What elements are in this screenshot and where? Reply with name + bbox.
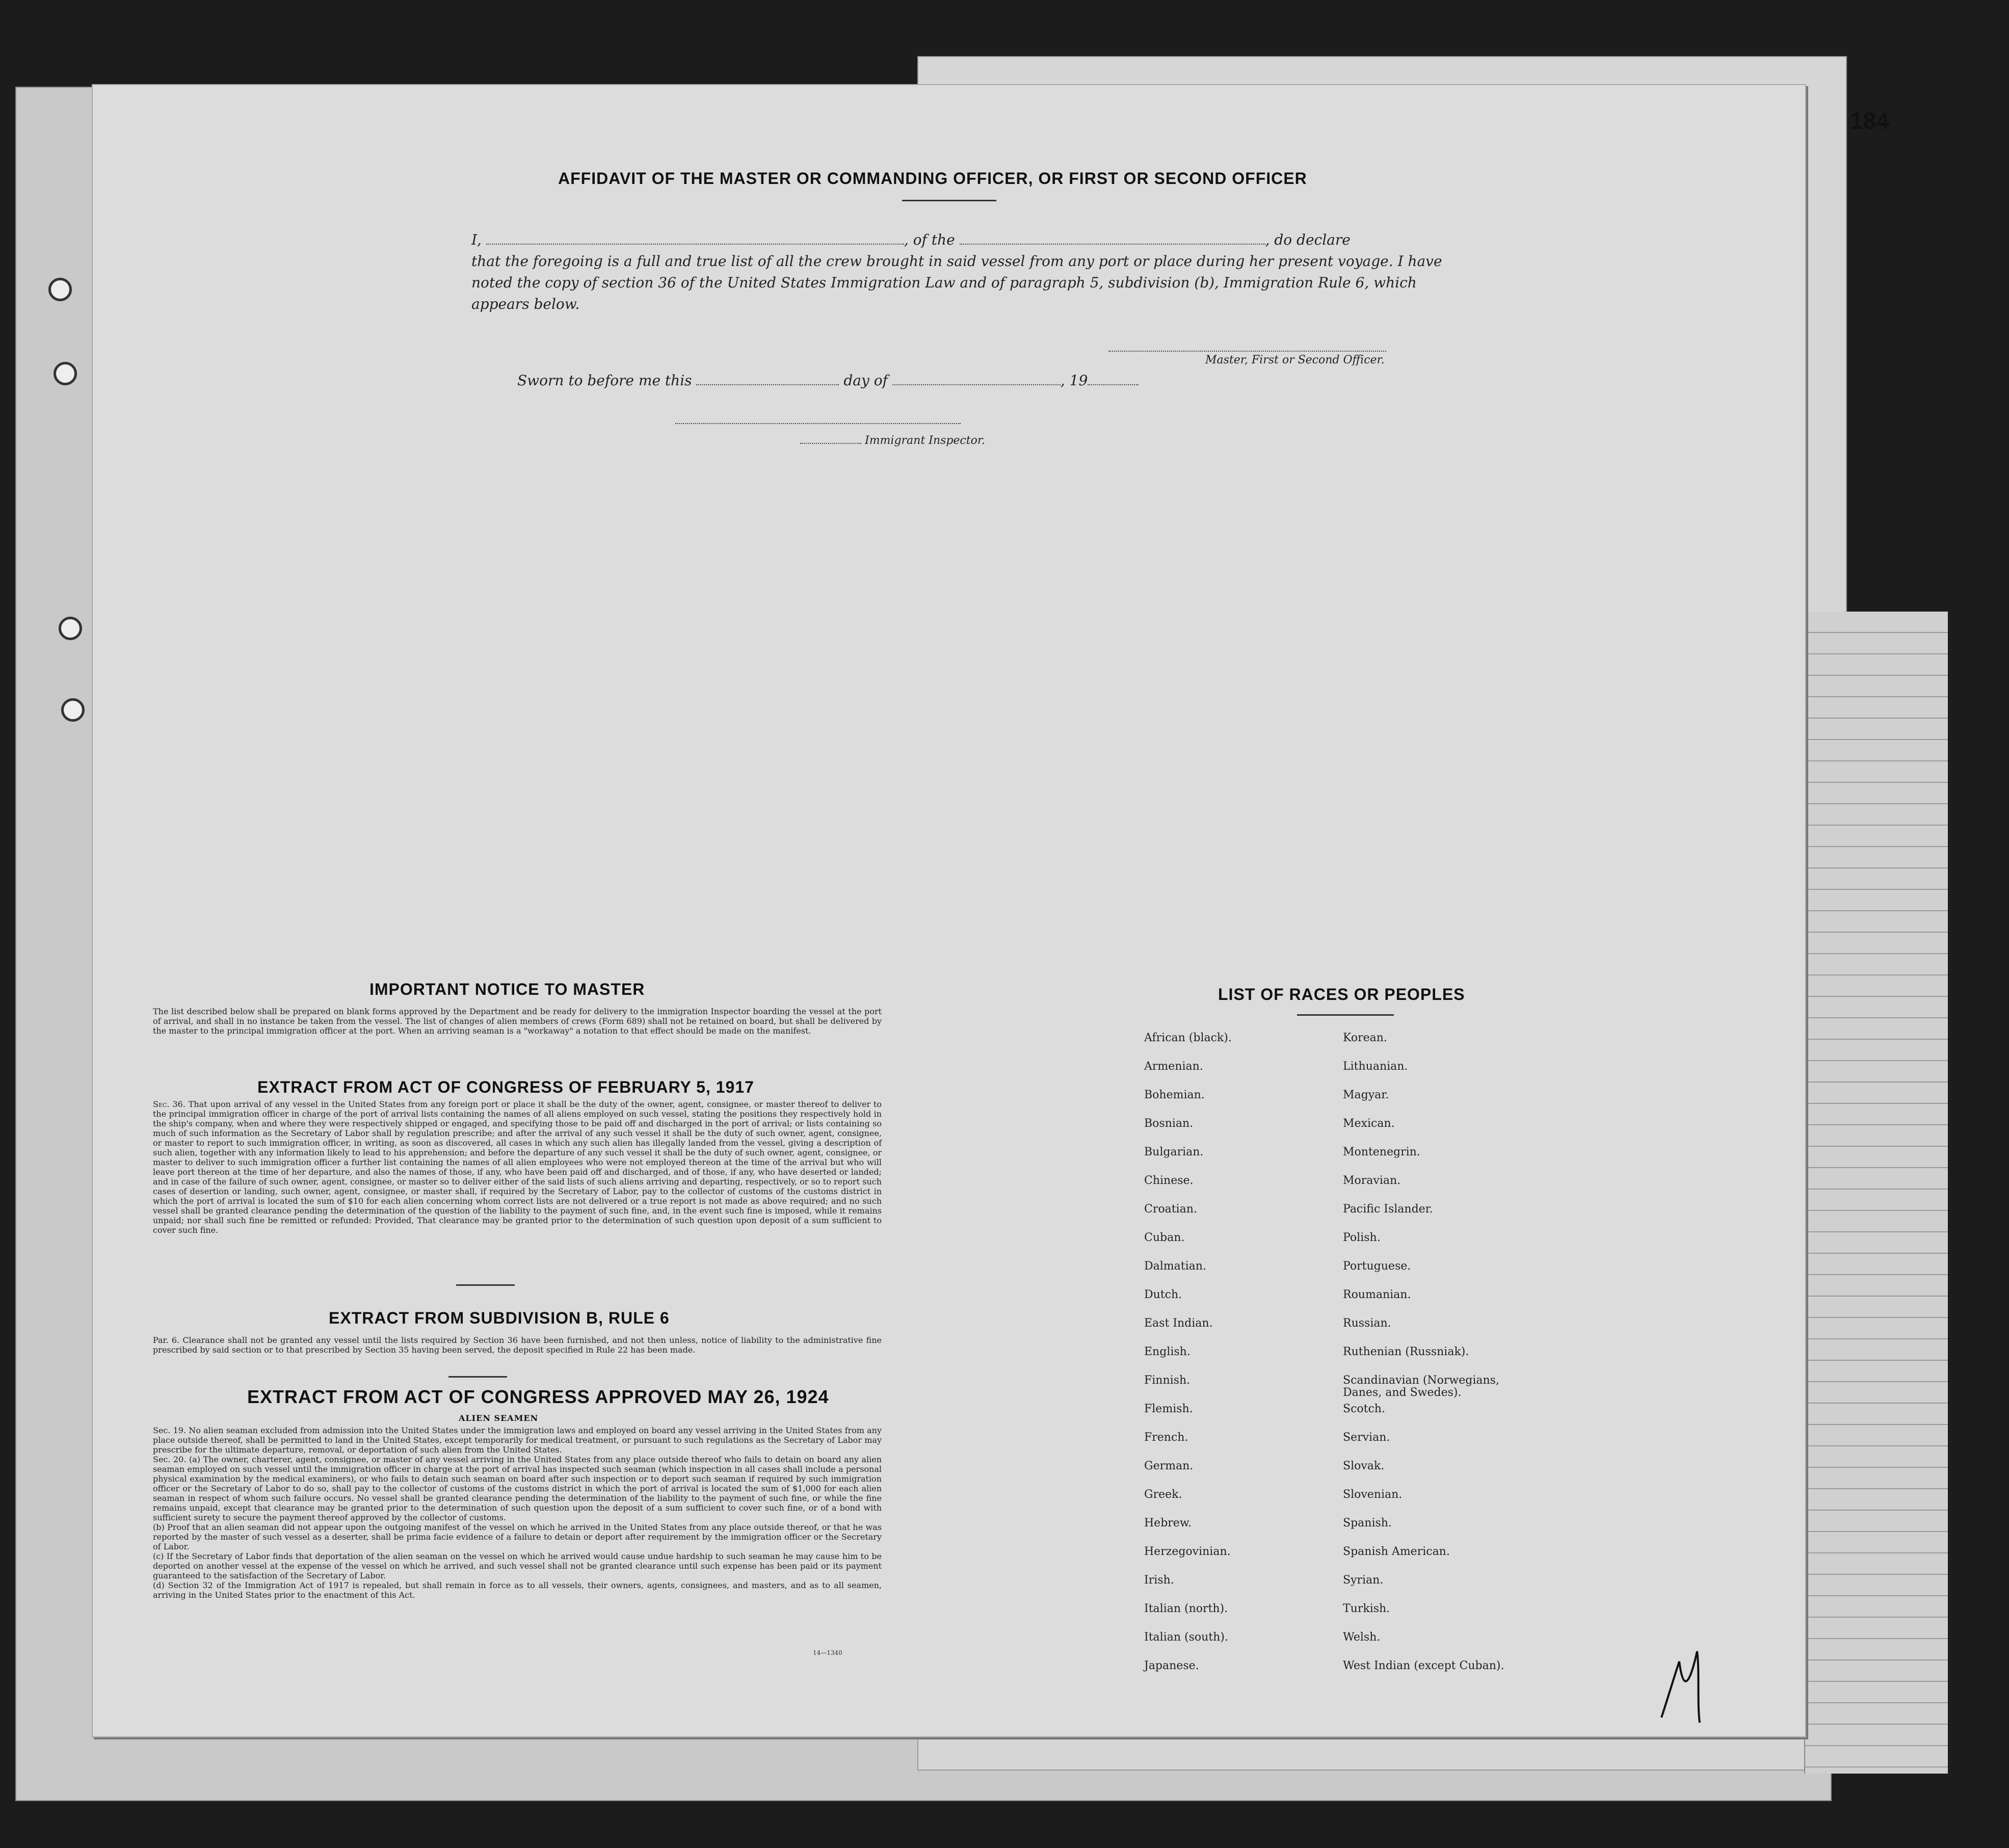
master-signature-field[interactable] <box>1108 351 1386 352</box>
race-item: Spanish. <box>1343 1517 1392 1529</box>
race-item: English. <box>1144 1345 1191 1358</box>
extract-1917-rule <box>456 1284 515 1286</box>
declarant-name-field[interactable] <box>486 230 904 245</box>
affidavit-declaration <box>471 229 1465 315</box>
race-item: Magyar. <box>1343 1089 1389 1101</box>
race-item: Roumanian. <box>1343 1288 1411 1301</box>
extract-1924-title: EXTRACT FROM ACT OF CONGRESS APPROVED MAY 26, 1924 <box>247 1386 829 1407</box>
sworn-day-field[interactable] <box>696 371 839 385</box>
sworn-prefix: Sworn to before me this <box>517 372 692 389</box>
race-item: Turkish. <box>1343 1602 1390 1615</box>
race-item: German. <box>1144 1460 1194 1472</box>
race-item: Scandinavian (Norwegians, Danes, and Swedes). <box>1343 1374 1499 1399</box>
race-item: Slovenian. <box>1343 1488 1403 1501</box>
vessel-name-field[interactable] <box>960 230 1265 245</box>
extract-1924-text: Sec. 19. No alien seaman excluded from admission into the United States under the immigration laws and employed on board any vessel arriving in the United States from any place outside thereof, shall be permitted to land in the United States, except temporarily for medical treatment, or pursuant to such regulations as the Secretary of Labor may prescribe for the ultimate departure, removal, or deportation of such alien from the United States. Sec. 20. (a) The owner, charterer, agent, consignee, or master of any vessel arriving in the United States from any place outside thereof who fails to detain on board any alien seaman employed on such vessel until the immigration officer in charge at the port of arrival has inspected such seaman (which inspection in all cases shall include a personal physical examination by the medical examiners), or who fails to detain such seaman on board after such inspection or to deport such seaman if required by such immigration officer or the Secretary of Labor to do so, shall pay to the collector of customs of the customs district in which the port of arrival is located the sum of $1,000 for each alien seaman in respect of whom such failure occurs. No vessel shall be granted clearance pending the determination of the liability to the payment of such fine, or while the fine remains unpaid, except that clearance may be granted prior to the determination of such question upon the deposit of a sum sufficient to cover such fine, or of a bond with sufficient surety to secure the payment thereof approved by the collector of customs. (b) Proof that an alien seaman did not appear upon the outgoing manifest of the vessel on which he arrived in the United States from any place outside thereof, or that he was reported by the master of such vessel as a deserter, shall be prima facie evidence of a failure to detain or deport after requirement by the immigration officer or the Secretary of Labor. (c) If the Secretary of Labor finds that deportation of the alien seaman on the vessel on which he arrived would cause undue hardship to such seaman he may cause him to be deported on another vessel at the expense of the vessel on which he arrived, and such vessel shall not be granted clearance until such expense has been paid or its payment guaranteed to the satisfaction of the Secretary of Labor. (d) Section 32 of the Immigration Act of 1917 is repealed, but shall remain in force as to all vessels, their owners, agents, consignees, and masters, and as to all seamen, arriving in the United States prior to the enactment of this Act. <box>153 1425 882 1600</box>
race-item: Greek. <box>1144 1488 1182 1501</box>
race-item: Dalmatian. <box>1144 1260 1206 1273</box>
affidavit-title-rule <box>902 200 996 201</box>
declare-label: , do declare <box>1265 231 1351 248</box>
race-item: Russian. <box>1343 1317 1391 1330</box>
race-item: Bosnian. <box>1144 1117 1194 1130</box>
affidavit-title: AFFIDAVIT OF THE MASTER OR COMMANDING OFFICER, OR FIRST OR SECOND OFFICER <box>558 169 1307 188</box>
race-item: Bulgarian. <box>1144 1146 1204 1158</box>
ruled-sheet-edge <box>1804 612 1948 1774</box>
race-item: East Indian. <box>1144 1317 1213 1330</box>
race-item: Chinese. <box>1144 1174 1194 1187</box>
binder-hole-icon <box>59 617 82 640</box>
extract-1917-text: Sec. 36. That upon arrival of any vessel in the United States from any foreign port or place it shall be the duty of the owner, agent, consignee, or master thereof to deliver to the principal immigration officer in charge of the port of arrival lists containing the names of all aliens employed on such vessel, stating the positions they respectively hold in the ship's company, when and where they were respectively shipped or engaged, and specifying those to be paid off and discharged in the port of arrival; or lists containing so much of such information as the Secretary of Labor shall by regulation prescribe; and after the arrival of any such vessel it shall be the duty of such owner, agent, consignee, or master to report to such immigration officer, in writing, as soon as discovered, all cases in which any such alien has illegally landed from the vessel, giving a description of such alien, together with any information likely to lead to his apprehension; and before the departure of any such vessel it shall be the duty of such owner, agent, consignee, or master to deliver to such immigration officer a further list containing the names of all alien employees who were not employed thereon at the time of the arrival but who will leave port thereon at the time of her departure, and also the names of those, if any, who have been paid off and discharged, and of those, if any, who have deserted or landed; and in case of the failure of such owner, agent, consignee, or master so to deliver either of the said lists of such aliens arriving and departing, respectively, or so to report such cases of desertion or landing, such owner, agent, consignee, or master shall, if required by the Secretary of Labor, pay to the collector of customs of the customs district in which the port of arrival is located the sum of $10 for each alien concerning whom correct lists are not delivered or a true report is not made as above required; and no such vessel shall be granted clearance pending the determination of the question of the liability to the payment of such fine, and, in the event such fine is imposed, while it remains unpaid; nor shall such fine be remitted or refunded: Provided, That clearance may be granted prior to the determination of such question upon deposit of a sum sufficient to cover such fine. <box>153 1099 882 1235</box>
race-item: Portuguese. <box>1343 1260 1411 1273</box>
race-item: Italian (south). <box>1144 1631 1228 1644</box>
race-item: Herzegovinian. <box>1144 1545 1231 1558</box>
sworn-year-field[interactable] <box>1088 371 1139 385</box>
binder-hole-icon <box>54 362 77 385</box>
vessel-label: , of the <box>904 231 955 248</box>
race-item: Croatian. <box>1144 1203 1197 1216</box>
race-item: Italian (north). <box>1144 1602 1228 1615</box>
inspector-caption: Immigrant Inspector. <box>800 434 985 447</box>
race-item: Syrian. <box>1343 1574 1384 1587</box>
master-signature-caption: Master, First or Second Officer. <box>1205 354 1385 366</box>
sworn-year-prefix: , 19 <box>1060 372 1088 389</box>
race-item: Irish. <box>1144 1574 1174 1587</box>
race-item: Polish. <box>1343 1231 1381 1244</box>
race-item: Flemish. <box>1144 1403 1193 1415</box>
binder-hole-icon <box>48 278 72 301</box>
races-right-column <box>1343 1032 1526 1688</box>
affidavit-body: that the foregoing is a full and true list of all the crew brought in said vessel from any port or place during her present voyage. I have noted the copy of section 36 of the United States Immigration Law and of paragraph 5, subdivision (b), Immigration Rule 6, which appears below. <box>471 253 1442 312</box>
sworn-day-of: day of <box>843 372 888 389</box>
race-item: Moravian. <box>1343 1174 1401 1187</box>
notice-title: IMPORTANT NOTICE TO MASTER <box>369 980 645 998</box>
notice-text: The list described below shall be prepared on blank forms approved by the Department and be ready for delivery to the immigration Inspector boarding the vessel at the port of arrival, and shall in no instance be taken from the vessel. The list of changes of alien members of crews (Form 689) shall not be retained on board, but shall be delivered by the master to the principal immigration officer at the port. When an arriving seaman is a "workaway" a notation to that effect should be made on the manifest. <box>153 1007 882 1036</box>
race-item: Slovak. <box>1343 1460 1385 1472</box>
race-item: Scotch. <box>1343 1403 1385 1415</box>
races-title: LIST OF RACES OR PEOPLES <box>1218 985 1465 1004</box>
race-item: Dutch. <box>1144 1288 1182 1301</box>
race-item: Finnish. <box>1144 1374 1191 1387</box>
extract-1917-title: EXTRACT FROM ACT OF CONGRESS OF FEBRUARY 5, 1917 <box>257 1078 754 1096</box>
race-item: Korean. <box>1343 1032 1387 1044</box>
races-left-column <box>1144 1032 1312 1688</box>
sworn-month-field[interactable] <box>892 371 1061 385</box>
race-item: Hebrew. <box>1144 1517 1192 1529</box>
race-item: French. <box>1144 1431 1188 1444</box>
race-item: Japanese. <box>1144 1659 1199 1672</box>
extract-rule6-text: Par. 6. Clearance shall not be granted any vessel until the lists required by Section 36 have been furnished, and not then unless, notice of liability to the administrative fine prescribed by said section or to that prescribed by Section 35 having been served, the deposit specified in Rule 22 has been made. <box>153 1335 882 1355</box>
form-number: 14—1340 <box>813 1649 842 1656</box>
race-item: African (black). <box>1144 1032 1232 1044</box>
races-title-rule <box>1297 1014 1394 1016</box>
race-item: Cuban. <box>1144 1231 1185 1244</box>
race-item: Welsh. <box>1343 1631 1381 1644</box>
race-item: Pacific Islander. <box>1343 1203 1433 1216</box>
race-item: West Indian (except Cuban). <box>1343 1659 1504 1672</box>
page-number: 184 <box>1850 108 1889 134</box>
race-item: Armenian. <box>1144 1060 1203 1073</box>
race-item: Bohemian. <box>1144 1089 1205 1101</box>
handwritten-mark <box>1651 1641 1728 1733</box>
binder-hole-icon <box>61 698 85 722</box>
race-item: Ruthenian (Russniak). <box>1343 1345 1469 1358</box>
extract-1924-subtitle: ALIEN SEAMEN <box>459 1413 539 1423</box>
race-item: Servian. <box>1343 1431 1390 1444</box>
extract-rule6-rule <box>448 1376 507 1378</box>
race-item: Mexican. <box>1343 1117 1395 1130</box>
race-item: Lithuanian. <box>1343 1060 1408 1073</box>
declarant-label: I, <box>471 231 482 248</box>
inspector-signature-field[interactable] <box>675 423 961 424</box>
extract-rule6-title: EXTRACT FROM SUBDIVISION B, RULE 6 <box>329 1309 670 1327</box>
race-item: Montenegrin. <box>1343 1146 1420 1158</box>
race-item: Spanish American. <box>1343 1545 1450 1558</box>
sworn-line <box>517 371 1139 389</box>
